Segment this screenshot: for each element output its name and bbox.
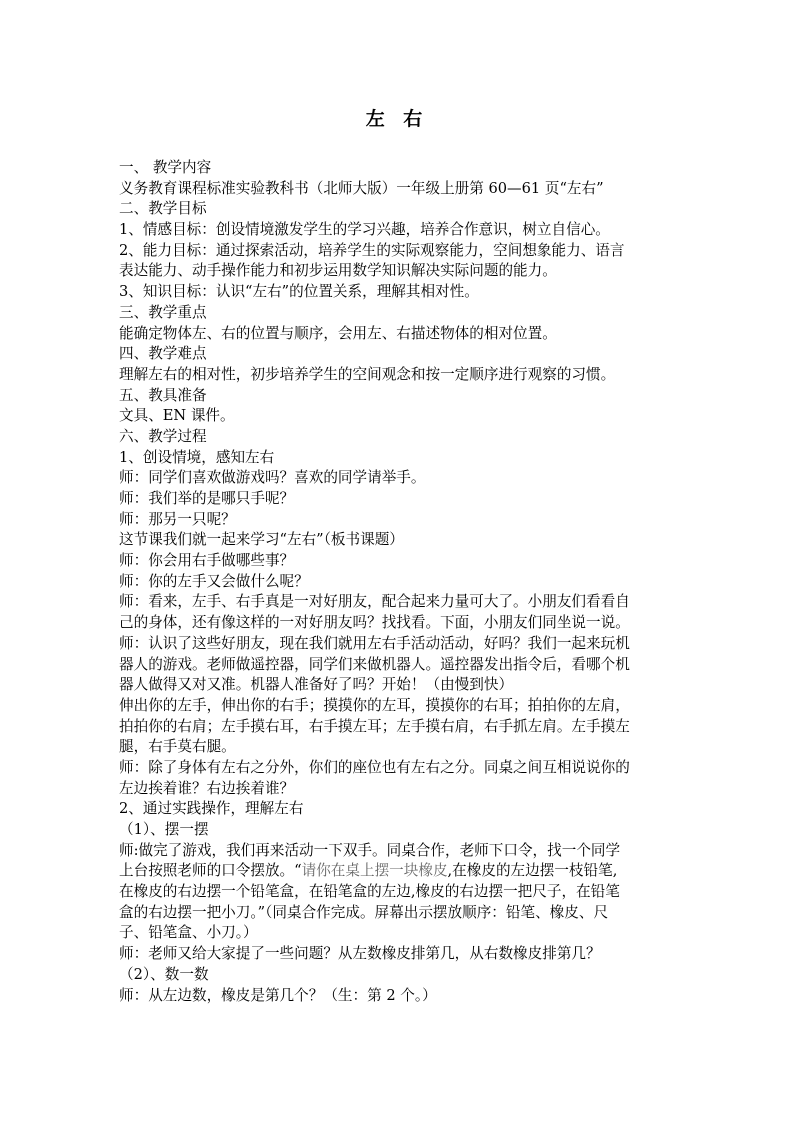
text-line: 五、教具准备 <box>119 386 207 404</box>
text-line: 师：认识了这些好朋友，现在我们就用左右手活动活动，好吗？我们一起来玩机 <box>119 634 630 652</box>
text-line: 师：看来，左手、右手真是一对好朋友，配合起来力量可大了。小朋友们看看自 <box>119 593 630 611</box>
text-line: 义务教育课程标准实验教科书（北师大版）一年级上册第 60—61 页“左右” <box>119 179 604 197</box>
text-line: 师：老师又给大家提了一些问题？从左数橡皮排第几，从右数橡皮排第几？ <box>119 945 601 963</box>
text-line: 3、知识目标：认识“左右”的位置关系，理解其相对性。 <box>119 283 479 301</box>
text-line: 拍拍你的右肩；左手摸右耳，右手摸左耳；左手摸右肩，右手抓左肩。左手摸左 <box>119 717 630 735</box>
gray-text-segment: 请你在桌上摆一块橡皮 <box>301 862 448 880</box>
text-line: 六、教学过程 <box>119 427 207 445</box>
text-line: 文具、EN 课件。 <box>119 407 235 425</box>
text-line: 师：除了身体有左右之分外，你们的座位也有左右之分。同桌之间互相说说你的 <box>119 758 630 776</box>
text-line: 左边挨着谁？右边挨着谁？ <box>119 779 295 797</box>
text-line: （2）、数一数 <box>119 965 209 983</box>
text-line <box>119 861 679 882</box>
text-line: 二、教学目标 <box>119 200 207 218</box>
text-line: 腿，右手莫右腿。 <box>119 738 236 756</box>
text-line: 师：你会用右手做哪些事？ <box>119 552 295 570</box>
text-line: 1、情感目标：创设情境激发学生的学习兴趣，培养合作意识，树立自信心。 <box>119 221 610 239</box>
text-line: 这节课我们就一起来学习“左右”（板书课题） <box>119 531 404 549</box>
text-line: 伸出你的左手，伸出你的右手；摸摸你的左耳，摸摸你的右耳；拍拍你的左肩， <box>119 696 630 714</box>
text-segment: ,在橡皮的左边摆一枝铅笔, <box>447 862 618 880</box>
text-line: 器人的游戏。老师做遥控器，同学们来做机器人。遥控器发出指令后，看哪个机 <box>119 655 630 673</box>
text-line: 表达能力、动手操作能力和初步运用数学知识解决实际问题的能力。 <box>119 262 557 280</box>
text-line: （1）、摆一摆 <box>119 821 209 838</box>
text-line: 1、创设情境，感知左右 <box>119 448 275 466</box>
text-line: 师：那另一只呢？ <box>119 510 236 528</box>
text-line: 三、教学重点 <box>119 303 207 321</box>
text-line: 理解左右的相对性，初步培养学生的空间观念和按一定顺序进行观察的习惯。 <box>119 365 616 383</box>
text-line: 师：我们举的是哪只手呢？ <box>119 490 295 507</box>
text-line: 器人做得又对又准。机器人准备好了吗？开始！（由慢到快） <box>119 676 514 694</box>
text-line: 在橡皮的右边摆一个铅笔盒，在铅笔盒的左边,橡皮的右边摆一把尺子，在铅笔 <box>119 883 620 901</box>
text-line: 己的身体，还有像这样的一对好朋友吗？找找看。下面，小朋友们同坐说一说。 <box>119 614 630 632</box>
text-line: 子、铅笔盒、小刀。） <box>119 924 258 942</box>
text-line: 师：从左边数，橡皮是第几个？（生：第 2 个。） <box>119 986 437 1004</box>
document-body <box>119 158 679 1006</box>
text-line: 2、通过实践操作，理解左右 <box>119 800 304 818</box>
text-line: 2、能力目标：通过探索活动，培养学生的实际观察能力，空间想象能力、语言 <box>119 241 625 259</box>
page-title: 左 右 <box>365 108 429 130</box>
text-segment: 上台按照老师的口令摆放。“ <box>119 862 302 880</box>
text-line: 能确定物体左、右的位置与顺序，会用左、右描述物体的相对位置。 <box>119 324 557 342</box>
text-line: 师：你的左手又会做什么呢？ <box>119 572 309 590</box>
text-line: 师:做完了游戏，我们再来活动一下双手。同桌合作，老师下口令，找一个同学 <box>119 841 621 859</box>
text-line: 四、教学难点 <box>119 345 207 363</box>
text-line: 师：同学们喜欢做游戏吗？喜欢的同学请举手。 <box>119 469 426 487</box>
text-line: 盒的右边摆一把小刀。”（同桌合作完成。屏幕出示摆放顺序：铅笔、橡皮、尺 <box>119 903 609 921</box>
text-line: 一、 教学内容 <box>119 159 212 176</box>
